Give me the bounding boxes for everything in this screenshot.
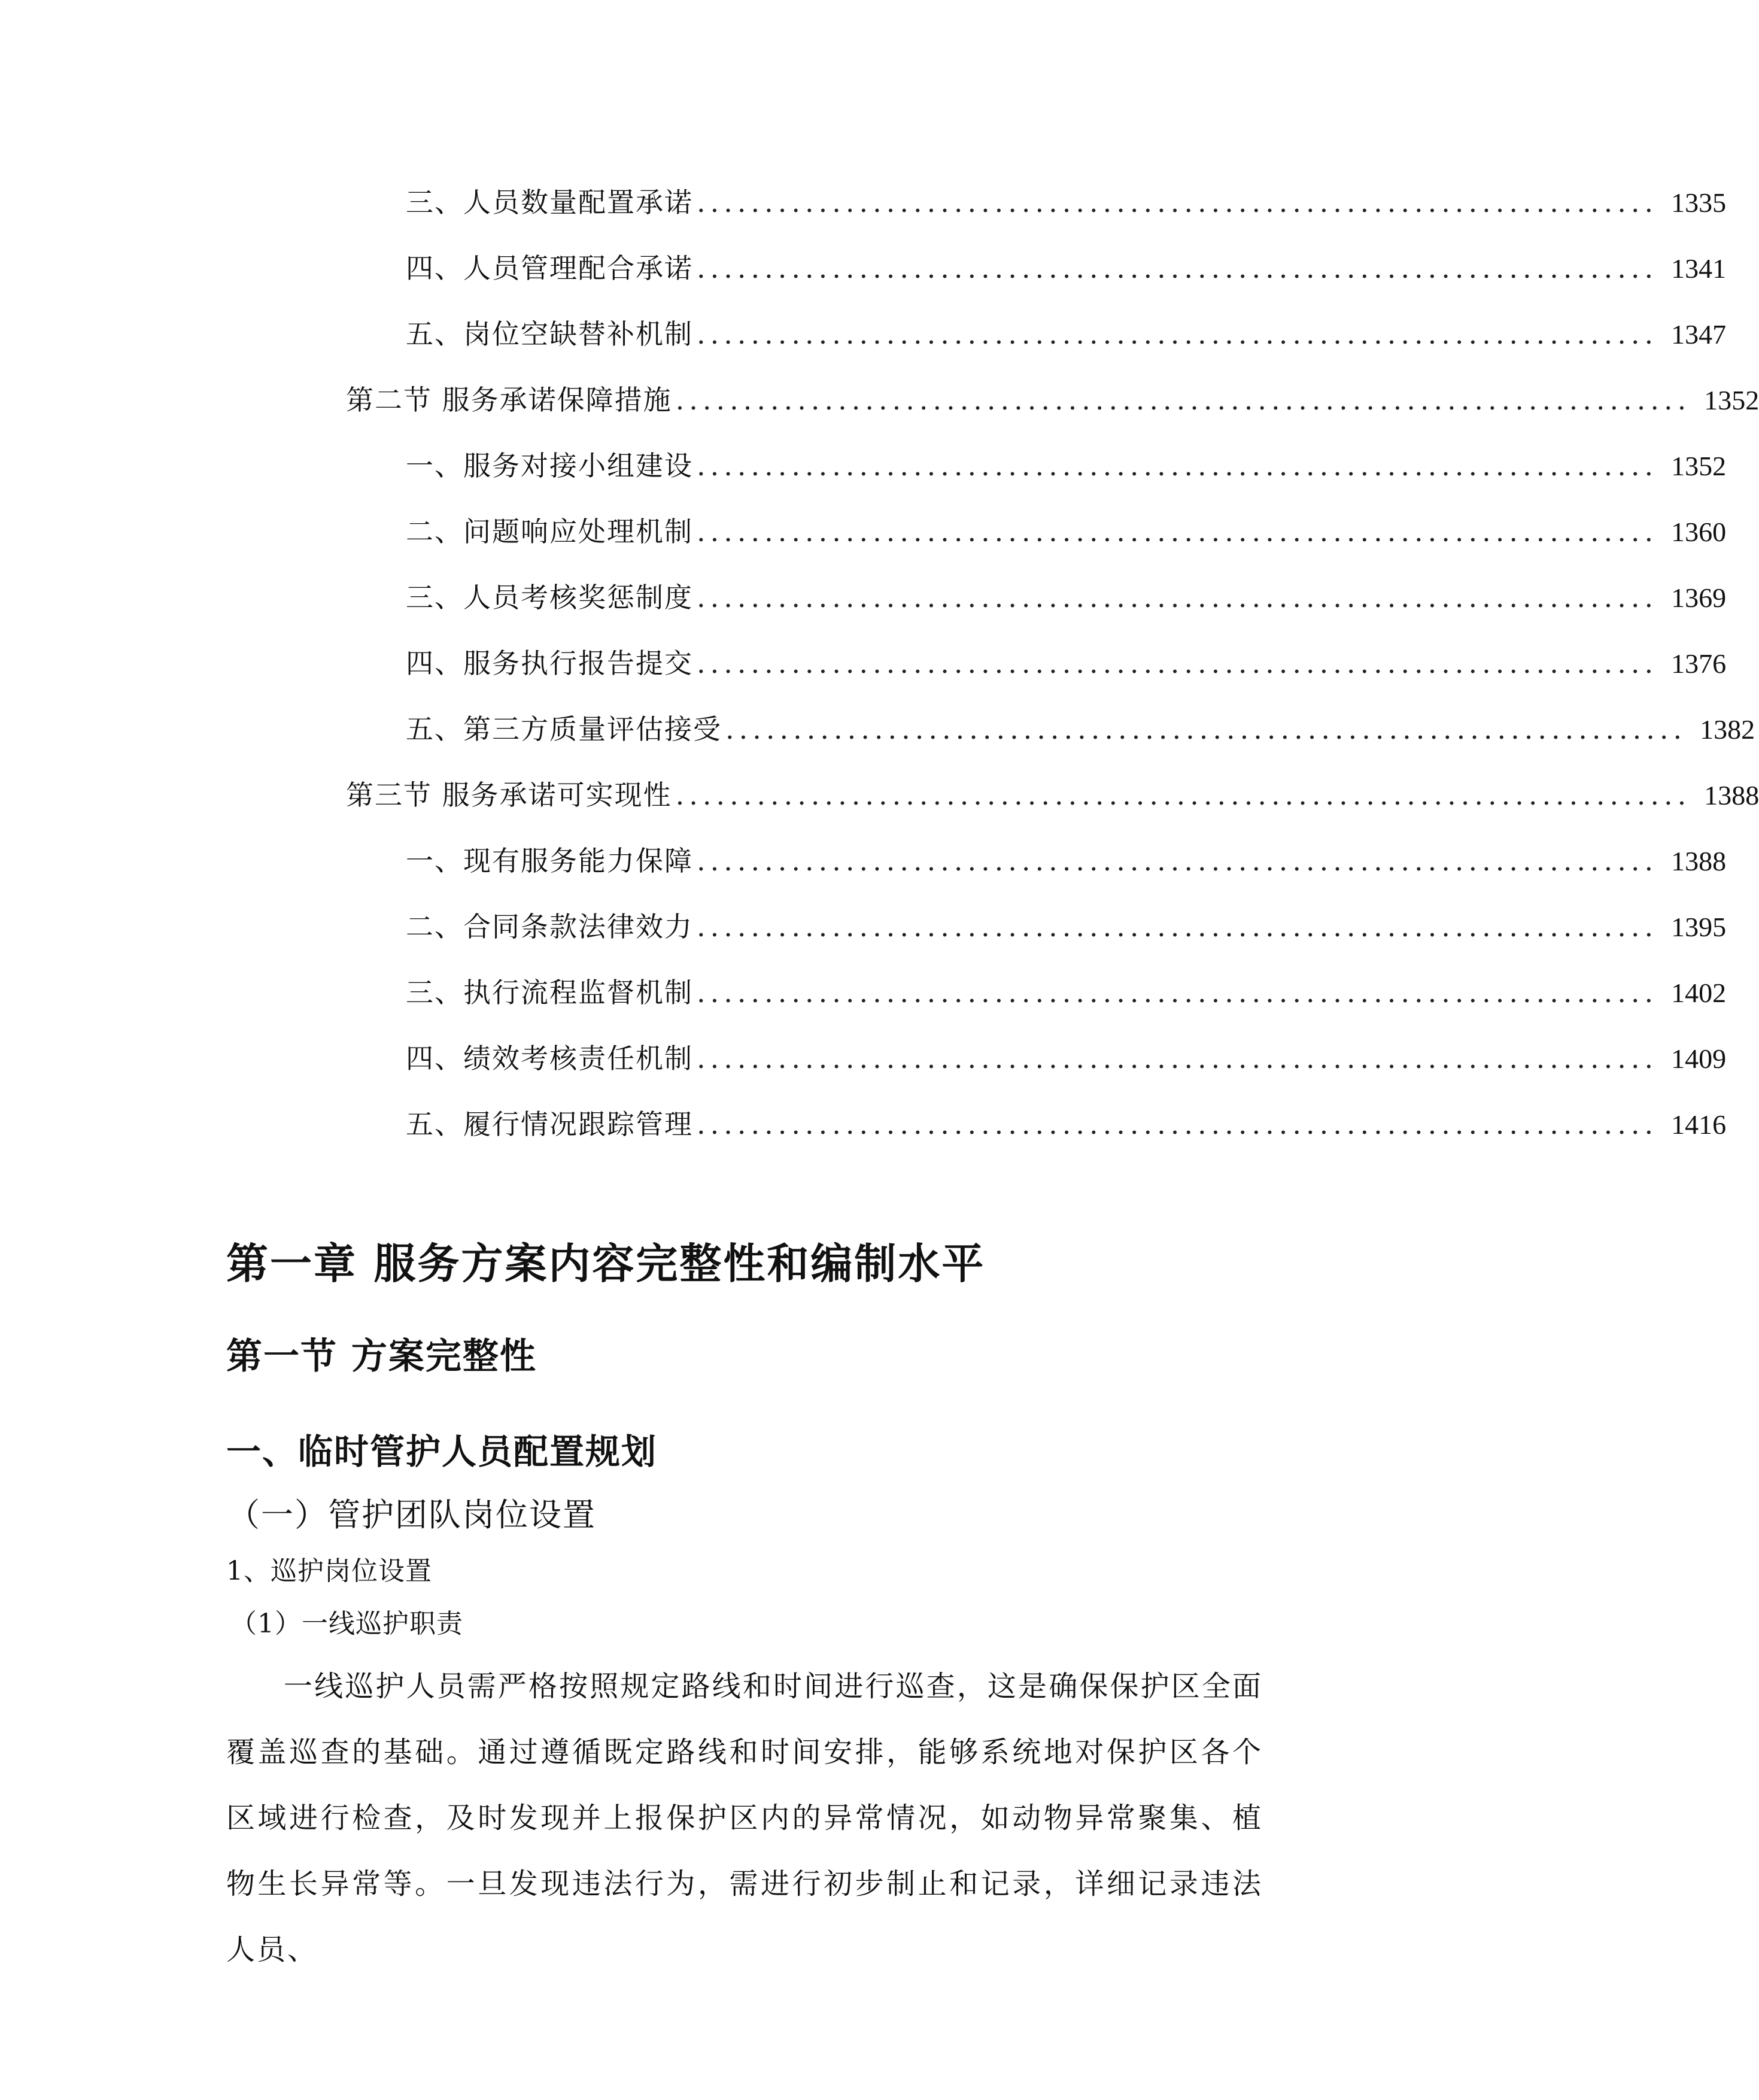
toc-entry-title: 第二节 服务承诺保障措施 — [346, 384, 672, 416]
frontline-patrol-duty-heading: （1）一线巡护职责 — [230, 1609, 463, 1639]
toc-dot-leader: ....................................................................... — [725, 713, 1687, 745]
toc-dot-leader: ....................................................................... — [697, 647, 1658, 679]
toc-entry-number: 四、 — [406, 1042, 463, 1075]
toc-entry-number: 一、 — [406, 845, 463, 877]
toc-entry-page: 1352 — [1671, 451, 1727, 481]
toc-entry[interactable] — [406, 313, 1727, 355]
section-title: 第一节 方案完整性 — [226, 1336, 537, 1377]
toc-dot-leader: ....................................................................... — [697, 581, 1658, 614]
toc-entry-number: 二、 — [406, 515, 463, 548]
toc-entry-page: 1341 — [1671, 253, 1727, 284]
toc-dot-leader: ....................................................................... — [697, 515, 1658, 548]
toc-entry[interactable] — [406, 576, 1727, 618]
toc-entry-number: 五、 — [406, 713, 463, 745]
toc-entry-number: 五、 — [406, 1108, 463, 1140]
toc-entry-number: 二、 — [406, 911, 463, 943]
toc-entry-title: 问题响应处理机制 — [463, 515, 693, 548]
chapter-title: 第一章 服务方案内容完整性和编制水平 — [226, 1239, 986, 1288]
toc-dot-leader: ....................................................................... — [697, 318, 1658, 350]
toc-entry-number: 五、 — [406, 318, 463, 350]
toc-entry[interactable] — [406, 972, 1727, 1013]
toc-entry-number: 三、 — [406, 976, 463, 1009]
toc-entry-title: 人员数量配置承诺 — [463, 186, 693, 219]
toc-entry-page: 1347 — [1671, 319, 1727, 350]
toc-dot-leader: ....................................................................... — [697, 252, 1658, 284]
toc-entry-page: 1352 — [1704, 385, 1759, 415]
toc-entry-title: 人员管理配合承诺 — [463, 252, 693, 284]
toc-entry[interactable] — [406, 708, 1755, 750]
toc-entry[interactable] — [406, 840, 1727, 882]
toc-entry[interactable] — [406, 642, 1727, 684]
body-paragraph: 一线巡护人员需严格按照规定路线和时间进行巡查，这是确保保护区全面覆盖巡查的基础。通过遵循既定路线和时间安排，能够系统地对保护区各个区域进行检查，及时发现并上报保护区内的异常情况，如动物异常聚集、植物生长异常等。一旦发现违法行为，需进行初步制止和记录，详细记录违法人员、 — [226, 1670, 1263, 1967]
toc-entry[interactable] — [406, 906, 1727, 948]
toc-entry-title: 人员考核奖惩制度 — [463, 581, 693, 614]
toc-dot-leader: ....................................................................... — [697, 845, 1658, 877]
toc-entry[interactable] — [346, 379, 1759, 421]
toc-entry-page: 1416 — [1671, 1109, 1727, 1140]
toc-entry[interactable] — [346, 774, 1759, 816]
toc-entry[interactable] — [406, 181, 1727, 223]
toc-entry-title: 绩效考核责任机制 — [463, 1042, 693, 1075]
toc-entry-number: 一、 — [406, 450, 463, 482]
toc-entry-number: 三、 — [406, 186, 463, 219]
toc-entry-title: 服务执行报告提交 — [463, 647, 693, 679]
toc-entry[interactable] — [406, 1037, 1727, 1079]
toc-entry-number: 四、 — [406, 252, 463, 284]
toc-entry[interactable] — [406, 1103, 1727, 1145]
toc-entry-page: 1388 — [1704, 780, 1759, 811]
toc-dot-leader: ....................................................................... — [697, 976, 1658, 1009]
toc-entry[interactable] — [406, 511, 1727, 553]
toc-entry-title: 第三节 服务承诺可实现性 — [346, 779, 672, 811]
toc-entry-page: 1402 — [1671, 978, 1727, 1008]
toc-entry-title: 现有服务能力保障 — [463, 845, 693, 877]
toc-entry-title: 服务对接小组建设 — [463, 450, 693, 482]
toc-entry-number: 四、 — [406, 647, 463, 679]
toc-entry-title: 合同条款法律效力 — [463, 911, 693, 943]
toc-dot-leader: ....................................................................... — [697, 186, 1658, 219]
subsection-title: 一、临时管护人员配置规划 — [226, 1431, 658, 1472]
toc-entry-page: 1360 — [1671, 517, 1727, 547]
toc-entry-page: 1335 — [1671, 187, 1727, 218]
toc-entry-page: 1409 — [1671, 1043, 1727, 1074]
toc-entry-title: 履行情况跟踪管理 — [463, 1108, 693, 1140]
toc-entry-title: 执行流程监督机制 — [463, 976, 693, 1009]
toc-entry-page: 1388 — [1671, 846, 1727, 876]
toc-dot-leader: ........................................................................... — [675, 384, 1691, 416]
toc-entry-page: 1369 — [1671, 582, 1727, 613]
toc-dot-leader: ....................................................................... — [697, 1042, 1658, 1075]
toc-entry-page: 1395 — [1671, 912, 1727, 942]
toc-entry[interactable] — [406, 247, 1727, 289]
toc-dot-leader: ....................................................................... — [697, 1108, 1658, 1140]
toc-entry-page: 1376 — [1671, 648, 1727, 679]
team-position-heading: （一）管护团队岗位设置 — [227, 1496, 596, 1534]
toc-dot-leader: ....................................................................... — [697, 450, 1658, 482]
toc-entry-number: 三、 — [406, 581, 463, 614]
toc-entry-title: 岗位空缺替补机制 — [463, 318, 693, 350]
toc-entry-title: 第三方质量评估接受 — [463, 713, 722, 745]
toc-dot-leader: ........................................................................... — [675, 779, 1691, 811]
toc-entry[interactable] — [406, 445, 1727, 487]
toc-entry-page: 1382 — [1700, 714, 1755, 745]
toc-dot-leader: ....................................................................... — [697, 911, 1658, 943]
patrol-position-heading: 1、巡护岗位设置 — [226, 1556, 432, 1586]
